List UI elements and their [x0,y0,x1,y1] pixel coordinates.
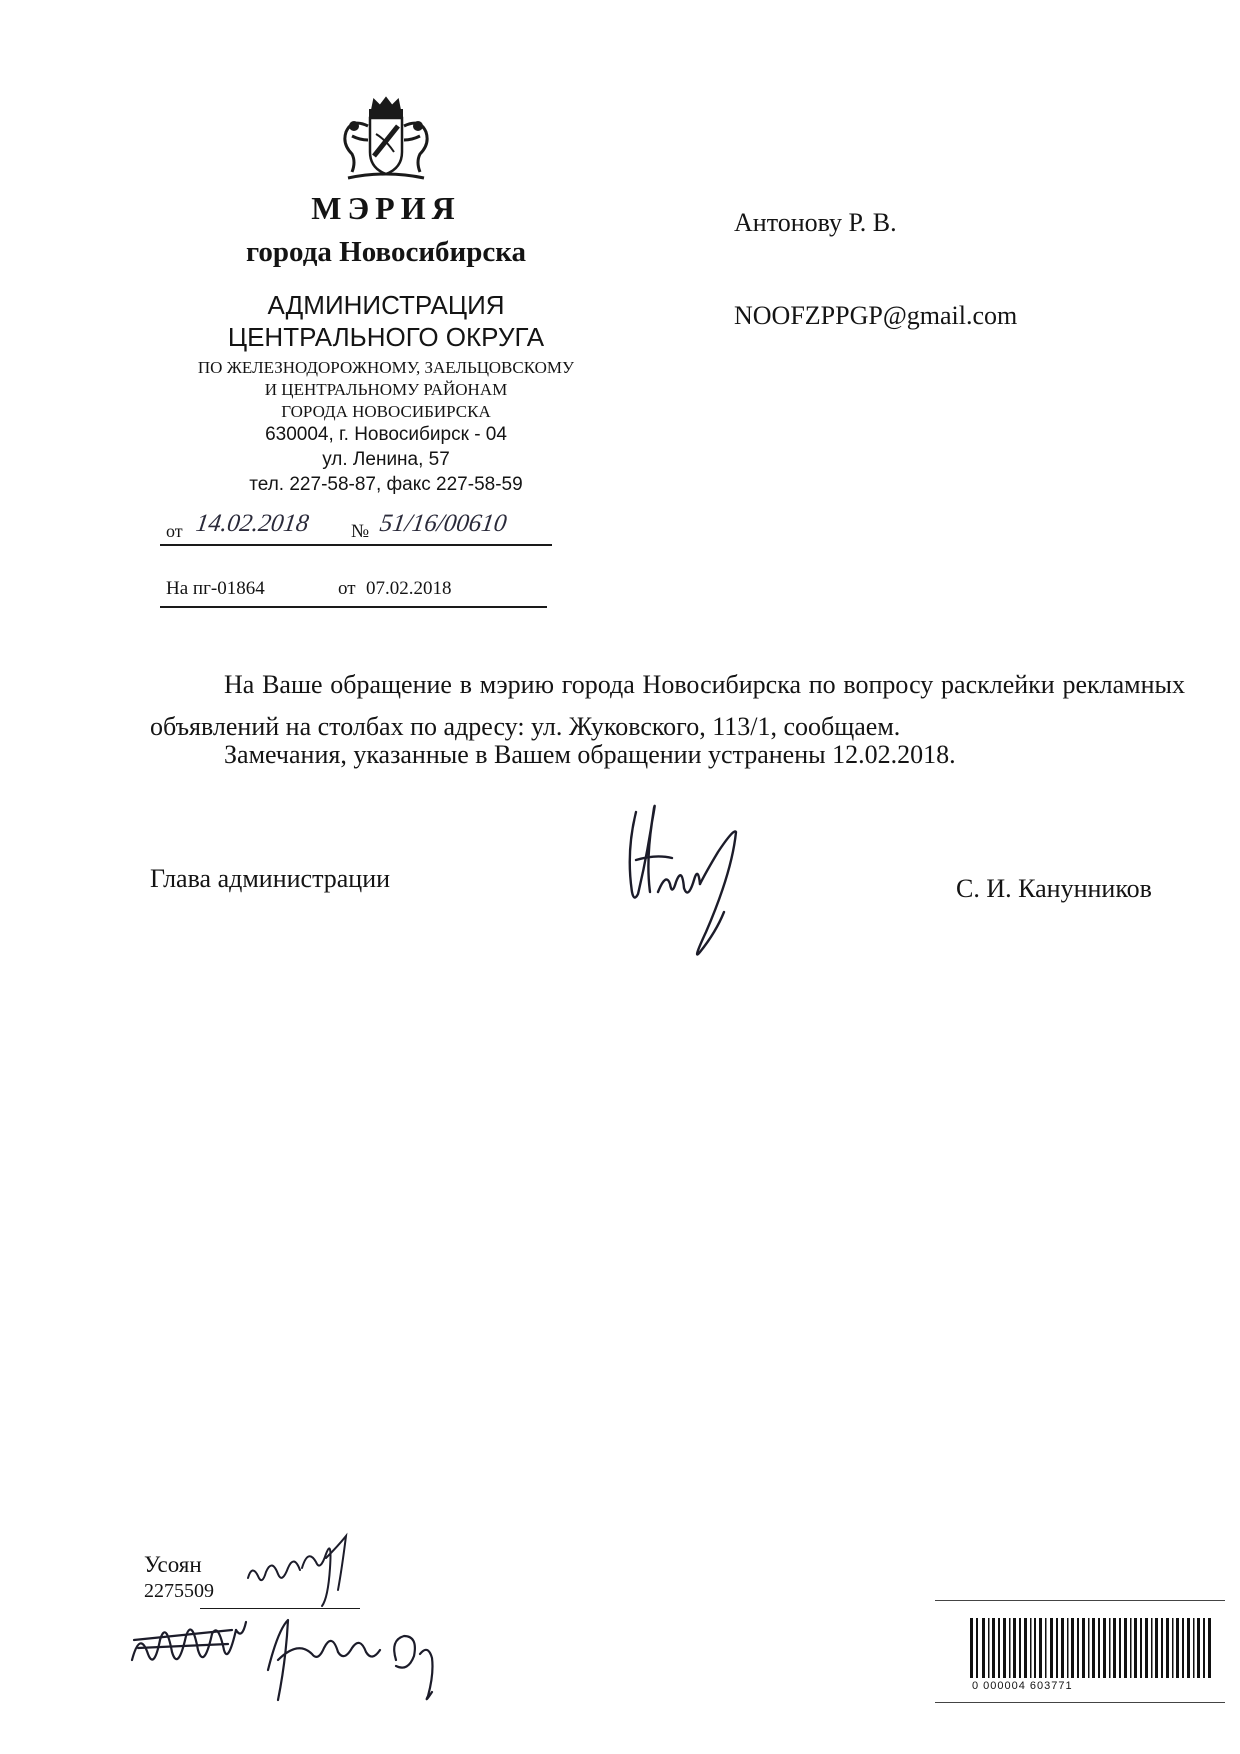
executor-initials-signature [242,1528,362,1608]
signer-position: Глава администрации [150,864,391,893]
districts-line: ГОРОДА НОВОСИБИРСКА [281,402,491,421]
recipient-email: NOOFZPPGP@gmail.com [734,301,1018,330]
barcode-icon [970,1618,1216,1682]
contact-phone: тел. 227-58-87, факс 227-58-59 [249,474,523,495]
districts-line: И ЦЕНТРАЛЬНОМУ РАЙОНАМ [264,380,508,399]
outgoing-date: 14.02.2018 [194,510,311,537]
body-paragraph: Замечания, указанные в Вашем обращении устранены 12.02.2018. [224,740,956,769]
barcode-frame-top [935,1600,1225,1601]
executor-phone: 2275509 [144,1580,214,1602]
reference-date-label: от [338,578,356,599]
outgoing-date-label: от [166,521,183,541]
handwritten-signature [596,792,776,972]
executor-name: Усоян [144,1552,202,1577]
city-name: города Новосибирска [245,236,527,268]
districts-line: ПО ЖЕЛЕЗНОДОРОЖНОМУ, ЗАЕЛЬЦОВСКОМУ [197,358,575,377]
barcode-frame-bottom [935,1702,1225,1703]
outgoing-number-label: № [351,521,370,542]
barcode-number: 0 000004 603771 [972,1680,1073,1692]
administration-title: АДМИНИСТРАЦИЯ [267,290,505,320]
reference-number: На пг-01864 [166,578,265,599]
address-postal: 630004, г. Новосибирск - 04 [265,424,507,445]
outgoing-number: 51/16/00610 [378,510,509,537]
approval-signatures [128,1600,508,1710]
administration-district-title: ЦЕНТРАЛЬНОГО ОКРУГА [227,322,545,352]
coat-of-arms-icon [334,96,438,186]
reference-date: 07.02.2018 [366,578,452,599]
address-street: ул. Ленина, 57 [322,449,450,470]
signer-name: С. И. Канунников [956,874,1152,903]
body-paragraph: На Ваше обращение в мэрию города Новосибирска по вопросу расклейки рекламных объявлений на столбах по адресу: ул. Жуковского, 113/1, сообщаем. [150,670,1185,741]
mayor-title: МЭРИЯ [311,190,461,226]
recipient-name: Антонову Р. В. [734,208,897,237]
